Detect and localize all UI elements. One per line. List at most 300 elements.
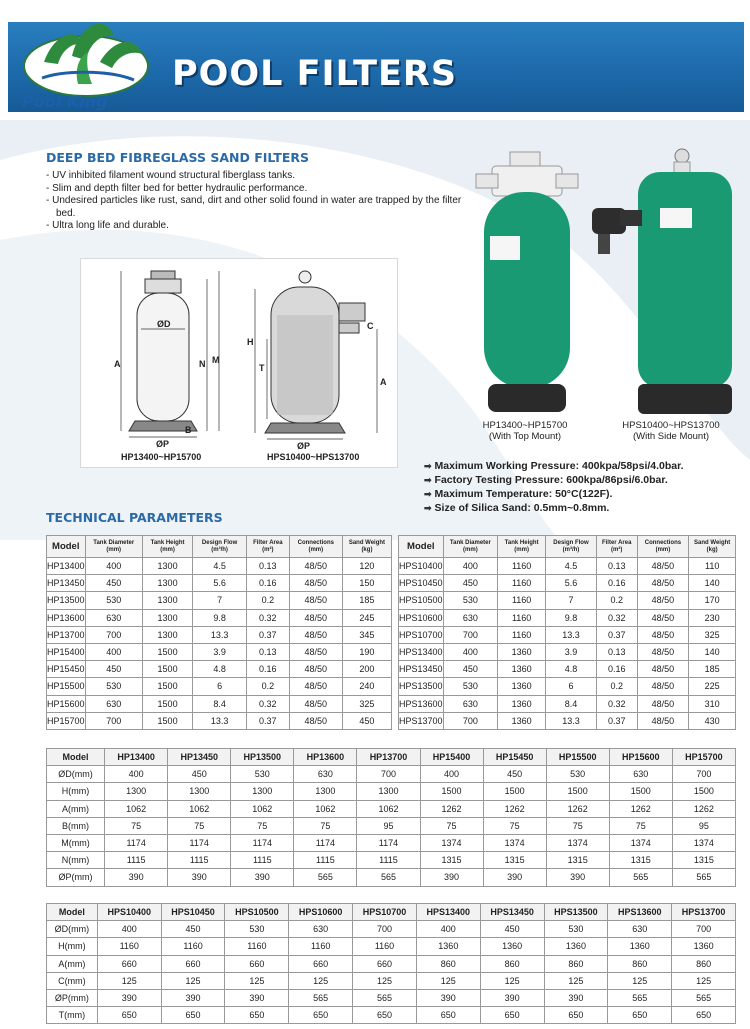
value-cell: 860 — [672, 955, 736, 972]
column-header: Tank Diameter (mm) — [443, 536, 498, 558]
spec-item: ➡ Maximum Working Pressure: 400kpa/58psi/4.0bar. — [424, 459, 684, 473]
value-cell: 1500 — [609, 783, 672, 800]
value-cell: 245 — [342, 609, 391, 626]
value-cell: 565 — [294, 869, 357, 886]
value-cell: 1500 — [546, 783, 609, 800]
column-header: Model — [47, 749, 105, 766]
value-cell: 650 — [608, 1007, 672, 1024]
value-cell: 450 — [85, 575, 142, 592]
value-cell: 48/50 — [637, 592, 689, 609]
column-header: HPS13400 — [416, 904, 480, 921]
table-header-row — [399, 536, 736, 558]
value-cell: 530 — [546, 766, 609, 783]
value-cell: 1500 — [142, 712, 192, 729]
table-row — [399, 592, 736, 609]
table-row — [47, 678, 392, 695]
value-cell: 0.37 — [246, 626, 289, 643]
value-cell: 1300 — [231, 783, 294, 800]
value-cell: 630 — [443, 609, 498, 626]
value-cell: 400 — [105, 766, 168, 783]
value-cell: 700 — [443, 712, 498, 729]
hps-dimension-table — [46, 903, 736, 1024]
value-cell: 565 — [672, 869, 735, 886]
table-row — [47, 938, 736, 955]
label-op: ØP — [156, 439, 170, 449]
value-cell: 8.4 — [546, 695, 597, 712]
table-row — [47, 766, 736, 783]
value-cell: 1500 — [483, 783, 546, 800]
value-cell: 0.32 — [246, 609, 289, 626]
value-cell: 700 — [85, 626, 142, 643]
value-cell: 1315 — [546, 852, 609, 869]
model-cell: HPS13600 — [399, 695, 444, 712]
column-header: HP13500 — [231, 749, 294, 766]
side-mount-caption: (With Side Mount) — [632, 431, 710, 442]
value-cell: 4.8 — [546, 661, 597, 678]
value-cell: 660 — [161, 955, 225, 972]
value-cell: 48/50 — [289, 592, 342, 609]
value-cell: 1360 — [416, 938, 480, 955]
value-cell: 390 — [168, 869, 231, 886]
value-cell: 0.16 — [246, 575, 289, 592]
value-cell: 1160 — [161, 938, 225, 955]
table-row — [399, 712, 736, 729]
column-header: HPS13600 — [608, 904, 672, 921]
value-cell: 0.16 — [596, 575, 637, 592]
row-label: N(mm) — [47, 852, 105, 869]
row-label: C(mm) — [47, 972, 98, 989]
value-cell: 7 — [546, 592, 597, 609]
value-cell: 3.9 — [193, 643, 247, 660]
value-cell: 1160 — [225, 938, 289, 955]
value-cell: 1360 — [672, 938, 736, 955]
value-cell: 700 — [672, 921, 736, 938]
value-cell: 400 — [85, 558, 142, 575]
model-cell: HP15400 — [47, 643, 86, 660]
value-cell: 1300 — [142, 575, 192, 592]
value-cell: 450 — [483, 766, 546, 783]
value-cell: 230 — [689, 609, 736, 626]
value-cell: 1374 — [420, 834, 483, 851]
model-cell: HPS13500 — [399, 678, 444, 695]
value-cell: 1300 — [168, 783, 231, 800]
row-label: ØD(mm) — [47, 921, 98, 938]
value-cell: 1500 — [142, 661, 192, 678]
value-cell: 200 — [342, 661, 391, 678]
top-mount-model: HP13400~HP15700 — [482, 420, 568, 431]
value-cell: 48/50 — [637, 712, 689, 729]
value-cell: 48/50 — [637, 661, 689, 678]
technical-parameters-heading: TECHNICAL PARAMETERS — [46, 510, 223, 525]
table-row — [399, 626, 736, 643]
top-mount-caption: (With Top Mount) — [488, 431, 562, 442]
value-cell: 120 — [342, 558, 391, 575]
value-cell: 390 — [416, 989, 480, 1006]
table-row — [47, 1007, 736, 1024]
value-cell: 1500 — [142, 695, 192, 712]
column-header: HPS13700 — [672, 904, 736, 921]
model-cell: HP13500 — [47, 592, 86, 609]
tank-drawings — [81, 259, 399, 469]
value-cell: 0.13 — [246, 558, 289, 575]
value-cell: 390 — [161, 989, 225, 1006]
column-header: HPS10450 — [161, 904, 225, 921]
column-header: HP13600 — [294, 749, 357, 766]
hp-dimension-body — [47, 749, 736, 887]
value-cell: 5.6 — [193, 575, 247, 592]
column-header: Model — [399, 536, 444, 558]
spec-list — [424, 459, 684, 515]
row-label: B(mm) — [47, 817, 105, 834]
value-cell: 13.3 — [193, 626, 247, 643]
table-row — [47, 626, 392, 643]
model-cell: HP15600 — [47, 695, 86, 712]
value-cell: 565 — [608, 989, 672, 1006]
value-cell: 4.8 — [193, 661, 247, 678]
table-row — [47, 661, 392, 678]
value-cell: 530 — [231, 766, 294, 783]
value-cell: 450 — [480, 921, 544, 938]
value-cell: 1262 — [483, 800, 546, 817]
value-cell: 310 — [689, 695, 736, 712]
column-header: Connections (mm) — [289, 536, 342, 558]
value-cell: 1262 — [420, 800, 483, 817]
column-header: HP15400 — [420, 749, 483, 766]
row-label: ØP(mm) — [47, 989, 98, 1006]
column-header: Filter Area (m²) — [246, 536, 289, 558]
value-cell: 400 — [85, 643, 142, 660]
value-cell: 185 — [342, 592, 391, 609]
value-cell: 565 — [353, 989, 417, 1006]
hp-table-body — [47, 536, 392, 730]
column-header: HP13700 — [357, 749, 420, 766]
table-row — [399, 575, 736, 592]
value-cell: 700 — [353, 921, 417, 938]
top-mount-label — [466, 420, 584, 442]
column-header: Sand Weight (kg) — [689, 536, 736, 558]
model-cell: HPS10600 — [399, 609, 444, 626]
value-cell: 325 — [342, 695, 391, 712]
value-cell: 1500 — [420, 783, 483, 800]
side-mount-model: HPS10400~HPS13700 — [622, 420, 720, 431]
value-cell: 700 — [357, 766, 420, 783]
value-cell: 240 — [342, 678, 391, 695]
value-cell: 565 — [672, 989, 736, 1006]
value-cell: 650 — [161, 1007, 225, 1024]
value-cell: 125 — [161, 972, 225, 989]
value-cell: 1115 — [105, 852, 168, 869]
value-cell: 565 — [289, 989, 353, 1006]
value-cell: 13.3 — [546, 712, 597, 729]
value-cell: 95 — [672, 817, 735, 834]
row-label: ØP(mm) — [47, 869, 105, 886]
value-cell: 75 — [546, 817, 609, 834]
value-cell: 1300 — [142, 609, 192, 626]
table-row — [399, 695, 736, 712]
value-cell: 1174 — [357, 834, 420, 851]
value-cell: 1300 — [357, 783, 420, 800]
value-cell: 1300 — [142, 626, 192, 643]
value-cell: 1374 — [672, 834, 735, 851]
feature-item: - Ultra long life and durable. — [46, 220, 169, 231]
column-header: Tank Diameter (mm) — [85, 536, 142, 558]
value-cell: 400 — [416, 921, 480, 938]
value-cell: 1115 — [168, 852, 231, 869]
label-a-right: A — [380, 377, 387, 387]
value-cell: 1160 — [498, 575, 546, 592]
value-cell: 6 — [546, 678, 597, 695]
value-cell: 1500 — [142, 643, 192, 660]
value-cell: 860 — [480, 955, 544, 972]
value-cell: 48/50 — [637, 678, 689, 695]
value-cell: 700 — [443, 626, 498, 643]
table-row — [47, 921, 736, 938]
value-cell: 1062 — [357, 800, 420, 817]
column-header: HP13450 — [168, 749, 231, 766]
value-cell: 450 — [168, 766, 231, 783]
page-title: POOL FILTERS — [172, 54, 458, 94]
label-c: C — [367, 321, 374, 331]
value-cell: 1262 — [672, 800, 735, 817]
value-cell: 0.37 — [596, 712, 637, 729]
value-cell: 48/50 — [289, 558, 342, 575]
value-cell: 650 — [480, 1007, 544, 1024]
value-cell: 325 — [689, 626, 736, 643]
value-cell: 530 — [544, 921, 608, 938]
value-cell: 185 — [689, 661, 736, 678]
left-caption: HP13400~HP15700 — [121, 452, 202, 462]
model-cell: HP13600 — [47, 609, 86, 626]
value-cell: 1500 — [672, 783, 735, 800]
value-cell: 95 — [357, 817, 420, 834]
value-cell: 0.32 — [596, 695, 637, 712]
value-cell: 1062 — [105, 800, 168, 817]
value-cell: 630 — [85, 695, 142, 712]
table-row — [47, 869, 736, 886]
value-cell: 700 — [672, 766, 735, 783]
table-row — [399, 661, 736, 678]
value-cell: 390 — [225, 989, 289, 1006]
value-cell: 75 — [420, 817, 483, 834]
value-cell: 1374 — [609, 834, 672, 851]
table-row — [47, 643, 392, 660]
value-cell: 860 — [416, 955, 480, 972]
value-cell: 75 — [609, 817, 672, 834]
label-b: B — [185, 425, 192, 435]
value-cell: 530 — [443, 678, 498, 695]
row-label: T(mm) — [47, 1007, 98, 1024]
value-cell: 660 — [353, 955, 417, 972]
label-n: N — [199, 359, 206, 369]
model-cell: HP15450 — [47, 661, 86, 678]
model-cell: HP15500 — [47, 678, 86, 695]
value-cell: 125 — [672, 972, 736, 989]
row-label: H(mm) — [47, 783, 105, 800]
value-cell: 1174 — [168, 834, 231, 851]
table-header-row — [47, 749, 736, 766]
model-cell: HPS13450 — [399, 661, 444, 678]
value-cell: 345 — [342, 626, 391, 643]
column-header: Connections (mm) — [637, 536, 689, 558]
value-cell: 390 — [105, 869, 168, 886]
value-cell: 1062 — [231, 800, 294, 817]
model-cell: HPS10400 — [399, 558, 444, 575]
model-cell: HPS10700 — [399, 626, 444, 643]
value-cell: 450 — [342, 712, 391, 729]
table-row — [399, 558, 736, 575]
value-cell: 48/50 — [289, 712, 342, 729]
value-cell: 9.8 — [546, 609, 597, 626]
value-cell: 430 — [689, 712, 736, 729]
value-cell: 13.3 — [193, 712, 247, 729]
value-cell: 170 — [689, 592, 736, 609]
value-cell: 9.8 — [193, 609, 247, 626]
spec-item: ➡ Size of Silica Sand: 0.5mm~0.8mm. — [424, 501, 684, 515]
column-header: Design Flow (m³/h) — [546, 536, 597, 558]
column-header: Model — [47, 536, 86, 558]
value-cell: 1160 — [97, 938, 161, 955]
model-cell: HPS10500 — [399, 592, 444, 609]
value-cell: 1360 — [544, 938, 608, 955]
value-cell: 5.6 — [546, 575, 597, 592]
value-cell: 125 — [289, 972, 353, 989]
value-cell: 1160 — [498, 609, 546, 626]
column-header: HP13400 — [105, 749, 168, 766]
model-cell: HP15700 — [47, 712, 86, 729]
value-cell: 48/50 — [289, 695, 342, 712]
model-cell: HPS10450 — [399, 575, 444, 592]
value-cell: 0.2 — [246, 592, 289, 609]
value-cell: 650 — [544, 1007, 608, 1024]
column-header: HPS13450 — [480, 904, 544, 921]
label-m: M — [212, 355, 220, 365]
table-row — [47, 783, 736, 800]
value-cell: 1300 — [142, 558, 192, 575]
value-cell: 0.32 — [596, 609, 637, 626]
value-cell: 1315 — [420, 852, 483, 869]
value-cell: 125 — [225, 972, 289, 989]
value-cell: 860 — [544, 955, 608, 972]
value-cell: 75 — [231, 817, 294, 834]
table-row — [399, 643, 736, 660]
value-cell: 650 — [416, 1007, 480, 1024]
hps-dimension-body — [47, 904, 736, 1024]
value-cell: 3.9 — [546, 643, 597, 660]
value-cell: 0.13 — [596, 643, 637, 660]
value-cell: 650 — [97, 1007, 161, 1024]
table-header-row — [47, 904, 736, 921]
column-header: HP15700 — [672, 749, 735, 766]
value-cell: 110 — [689, 558, 736, 575]
value-cell: 7 — [193, 592, 247, 609]
value-cell: 140 — [689, 575, 736, 592]
row-label: A(mm) — [47, 955, 98, 972]
value-cell: 400 — [443, 643, 498, 660]
label-od: ØD — [157, 319, 171, 329]
value-cell: 1374 — [483, 834, 546, 851]
feature-item: - UV inhibited filament wound structural fiberglass tanks. — [46, 170, 296, 181]
value-cell: 630 — [289, 921, 353, 938]
model-cell: HPS13700 — [399, 712, 444, 729]
table-row — [47, 695, 392, 712]
value-cell: 1374 — [546, 834, 609, 851]
column-header: HP15600 — [609, 749, 672, 766]
value-cell: 48/50 — [637, 558, 689, 575]
value-cell: 0.37 — [246, 712, 289, 729]
hp-parameter-table — [46, 535, 392, 730]
value-cell: 390 — [483, 869, 546, 886]
value-cell: 0.16 — [596, 661, 637, 678]
row-label: H(mm) — [47, 938, 98, 955]
value-cell: 565 — [357, 869, 420, 886]
value-cell: 4.5 — [546, 558, 597, 575]
column-header: Design Flow (m³/h) — [193, 536, 247, 558]
column-header: HPS13500 — [544, 904, 608, 921]
table-row — [47, 972, 736, 989]
value-cell: 1300 — [105, 783, 168, 800]
value-cell: 1500 — [142, 678, 192, 695]
intro-heading: DEEP BED FIBREGLASS SAND FILTERS — [46, 150, 309, 165]
column-header: HPS10700 — [353, 904, 417, 921]
value-cell: 0.13 — [246, 643, 289, 660]
table-row — [47, 800, 736, 817]
value-cell: 390 — [480, 989, 544, 1006]
column-header: Filter Area (m²) — [596, 536, 637, 558]
value-cell: 1315 — [483, 852, 546, 869]
value-cell: 530 — [225, 921, 289, 938]
column-header: Tank Height (mm) — [142, 536, 192, 558]
table-row — [47, 955, 736, 972]
value-cell: 75 — [294, 817, 357, 834]
value-cell: 390 — [420, 869, 483, 886]
label-h: H — [247, 337, 254, 347]
value-cell: 125 — [97, 972, 161, 989]
value-cell: 1160 — [289, 938, 353, 955]
value-cell: 400 — [97, 921, 161, 938]
value-cell: 48/50 — [289, 643, 342, 660]
model-cell: HPS13400 — [399, 643, 444, 660]
model-cell: HP13450 — [47, 575, 86, 592]
value-cell: 0.16 — [246, 661, 289, 678]
value-cell: 650 — [353, 1007, 417, 1024]
value-cell: 225 — [689, 678, 736, 695]
value-cell: 125 — [416, 972, 480, 989]
feature-item: - Slim and depth filter bed for better hydraulic performance. — [46, 182, 308, 194]
value-cell: 13.3 — [546, 626, 597, 643]
value-cell: 650 — [225, 1007, 289, 1024]
value-cell: 48/50 — [637, 643, 689, 660]
value-cell: 48/50 — [637, 575, 689, 592]
value-cell: 125 — [608, 972, 672, 989]
value-cell: 75 — [483, 817, 546, 834]
value-cell: 530 — [443, 592, 498, 609]
value-cell: 1174 — [294, 834, 357, 851]
value-cell: 125 — [353, 972, 417, 989]
value-cell: 630 — [608, 921, 672, 938]
value-cell: 0.13 — [596, 558, 637, 575]
value-cell: 450 — [443, 575, 498, 592]
value-cell: 125 — [544, 972, 608, 989]
model-cell: HP13400 — [47, 558, 86, 575]
column-header: Tank Height (mm) — [498, 536, 546, 558]
value-cell: 660 — [97, 955, 161, 972]
side-mount-label — [606, 420, 736, 442]
value-cell: 630 — [85, 609, 142, 626]
table-row — [399, 678, 736, 695]
value-cell: 1360 — [498, 643, 546, 660]
table-row — [47, 592, 392, 609]
value-cell: 450 — [161, 921, 225, 938]
